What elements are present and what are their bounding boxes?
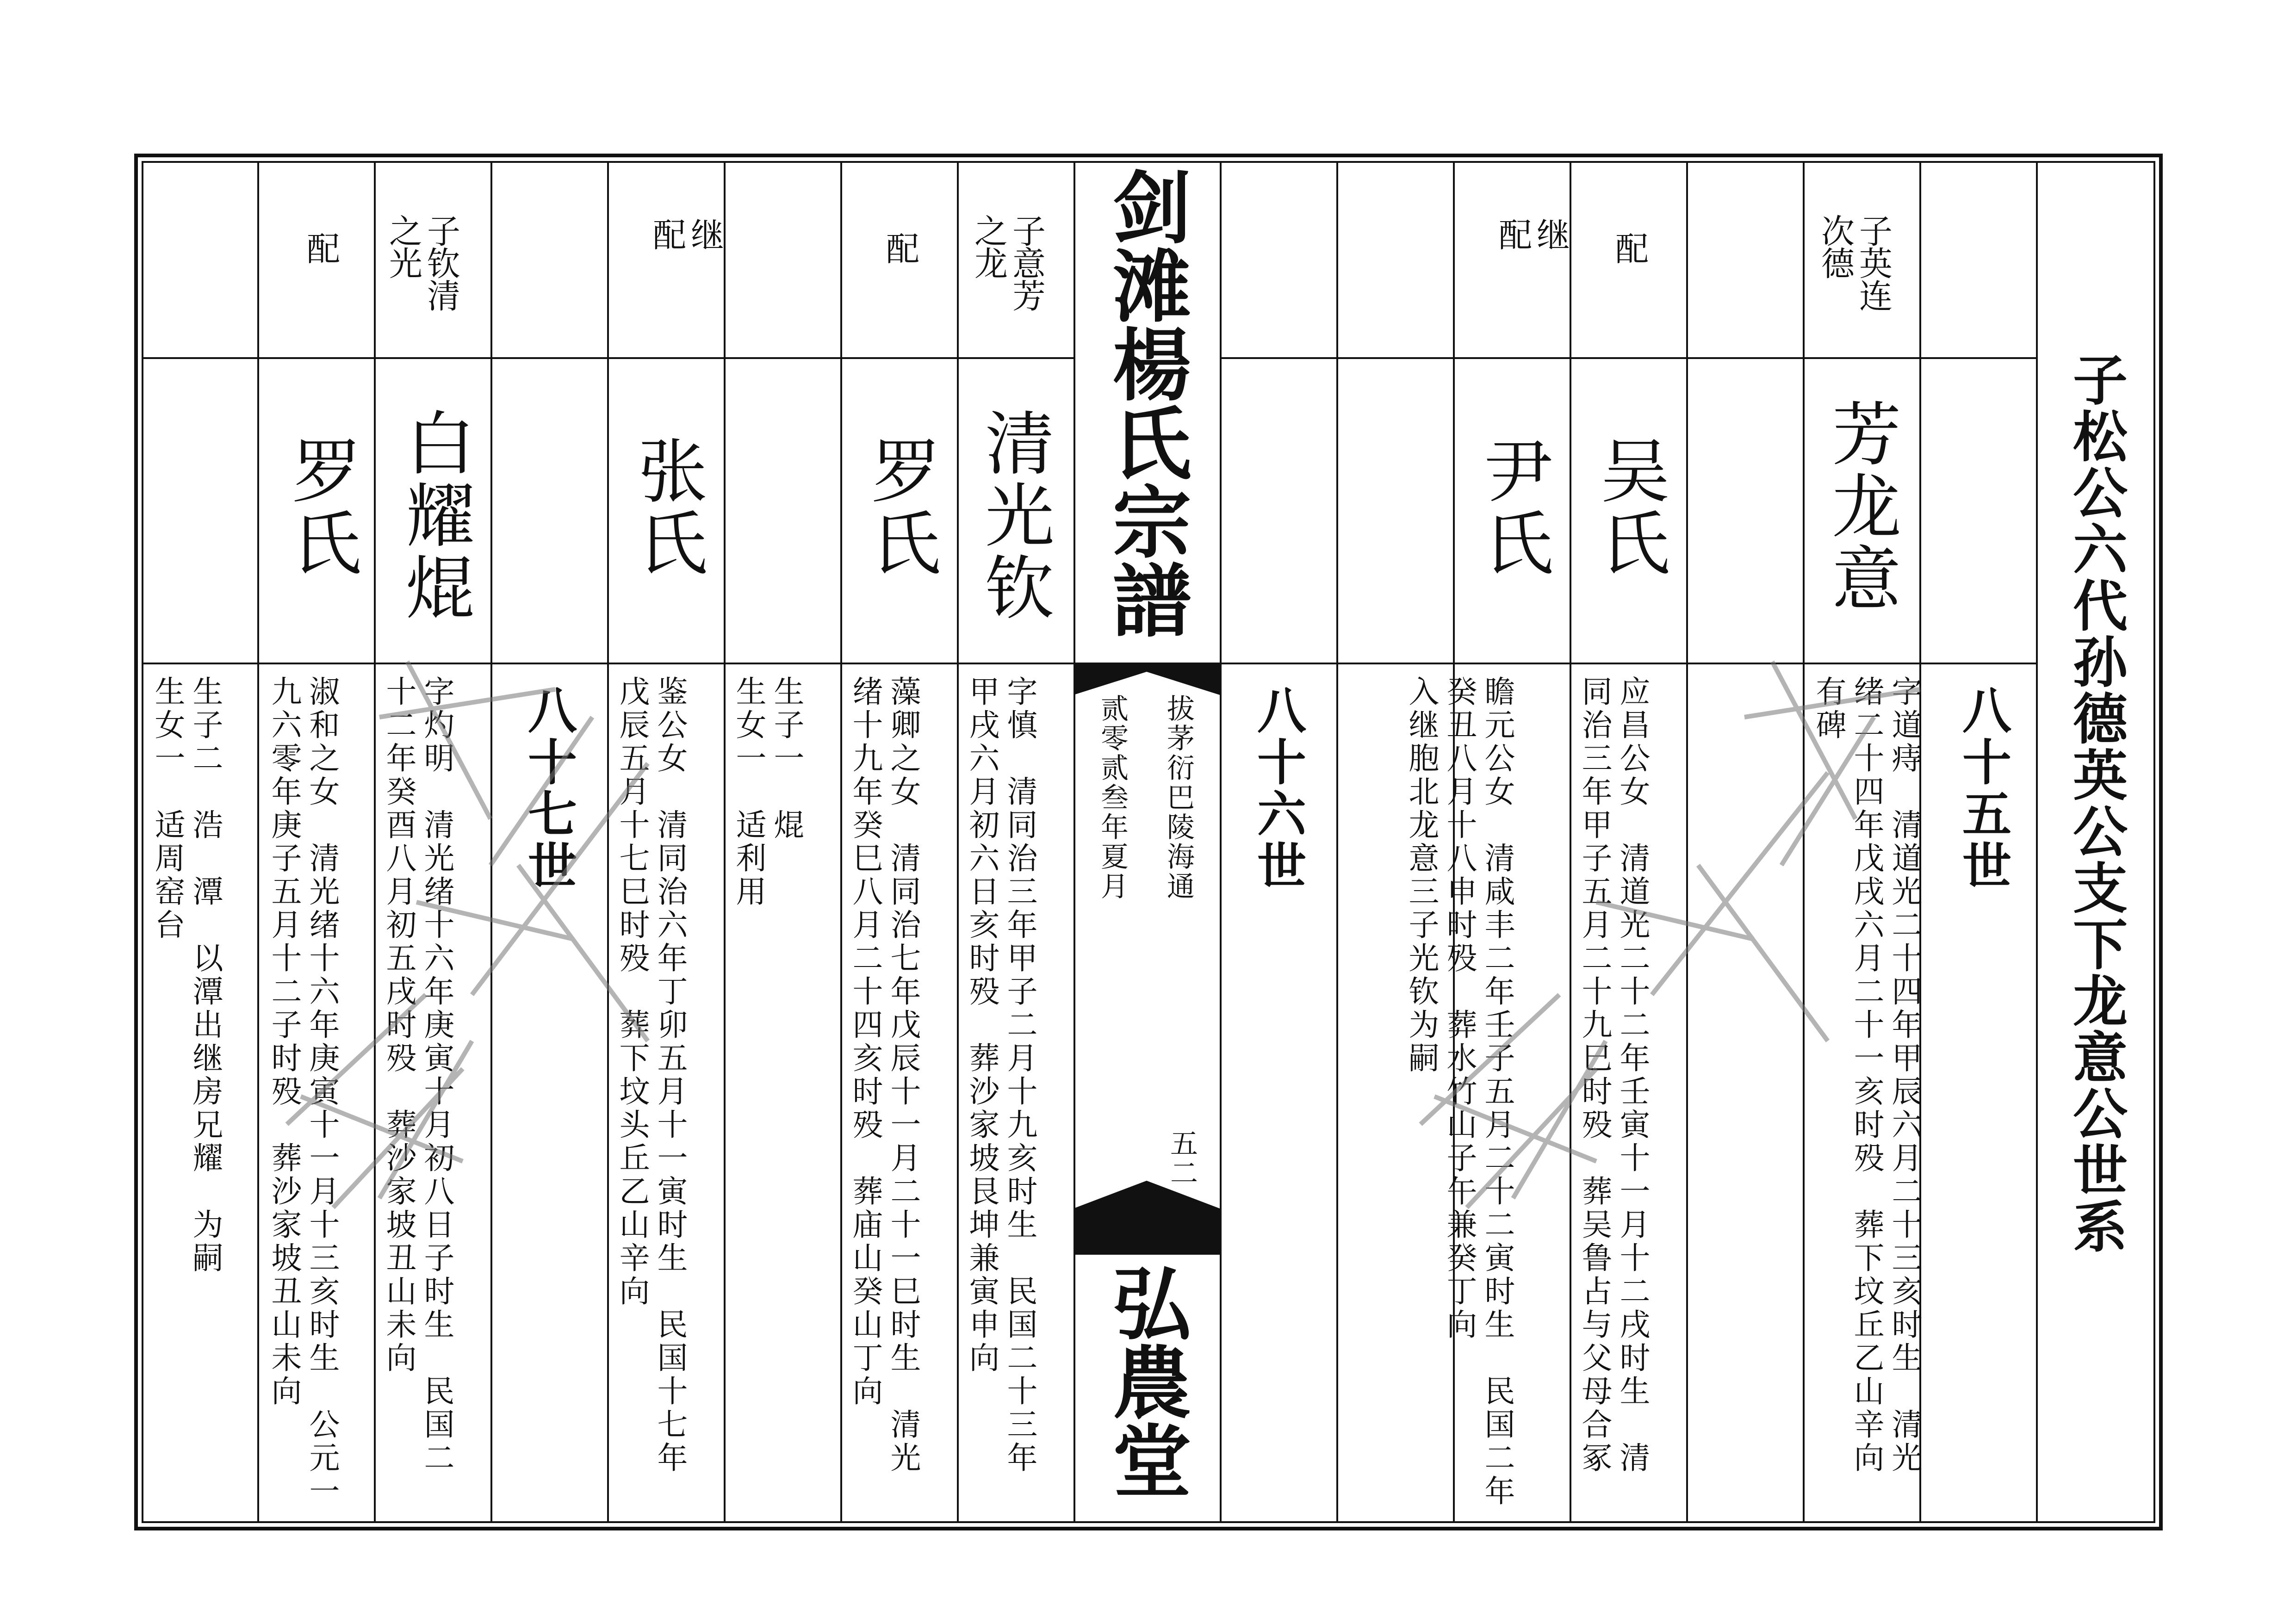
children-note: 生子二 浩 潭 以潭出继房兄耀 为嗣 生女一 适周窑台: [149, 675, 223, 1275]
column-divider: [957, 161, 959, 1523]
row-divider: [1220, 357, 2036, 359]
register-title: 剑滩楊氏宗譜: [1099, 167, 1191, 638]
spine-date: 贰零贰叁年夏月: [1096, 694, 1129, 901]
person-name: 罗氏: [280, 435, 360, 579]
column-divider: [490, 161, 492, 1523]
person-name: 张氏: [626, 435, 707, 579]
hall-name: 弘農堂: [1099, 1263, 1191, 1499]
column-divider: [1803, 161, 1805, 1523]
row-divider: [1220, 663, 2036, 664]
generation-86: 八十六世: [1249, 685, 1307, 892]
person-biography: 字灼明 清光绪十六年庚寅十月初八日子时生 民国二 十二年癸酉八月初五戌时殁 葬沙家坡丑山未向: [381, 675, 454, 1475]
person-name: 罗氏: [859, 435, 940, 579]
row-divider: [142, 663, 1074, 664]
page-number: 五二: [1166, 1129, 1198, 1188]
person-biography: 瞻元公女 清咸丰二年壬子五月二十二寅时生 民国二年 癸丑八月十八申时殁 葬水竹山子午兼癸丁向 入继胞北龙意三子光钦为嗣: [1403, 675, 1515, 1508]
column-divider: [2036, 161, 2038, 1523]
children-note: 生子一 焜 生女一 适利用: [731, 675, 804, 909]
relation-label: 配: [881, 231, 919, 264]
person-name: 吴氏: [1589, 435, 1669, 579]
relation-label: 子钦清 之光: [384, 214, 460, 311]
relation-label: 子意芳 之龙: [969, 214, 1046, 311]
person-name: 白耀焜: [394, 407, 474, 624]
person-name: 清光钦: [973, 407, 1054, 624]
column-divider: [607, 161, 609, 1523]
spine-motto: 拔茅衍巴陵海通: [1162, 694, 1195, 901]
page-title: 子松公六代孙德英公支下龙意公世系: [2064, 352, 2128, 1255]
column-divider: [840, 161, 842, 1523]
column-divider: [724, 161, 726, 1523]
person-biography: 应昌公女 清道光二十二年壬寅十一月十二戌时生 清 同治三年甲子五月二十九巳时殁 葬吴鲁占与父母合冢: [1576, 675, 1650, 1475]
column-divider: [374, 161, 376, 1523]
relation-label: 继 配: [1493, 217, 1570, 250]
generation-87: 八十七世: [520, 685, 578, 892]
person-biography: 字慎 清同治三年甲子二月十九亥时生 民国二十三年 甲戌六月初六日亥时殁 葬沙家坡艮坤兼寅申向: [964, 675, 1037, 1475]
person-biography: 鉴公女 清同治六年丁卯五月十一寅时生 民国十七年 戊辰五月十七巳时殁 葬下坟头丘乙山辛向: [614, 675, 688, 1475]
column-divider: [1336, 161, 1338, 1523]
column-divider: [257, 161, 259, 1523]
column-divider: [1686, 161, 1688, 1523]
generation-85: 八十五世: [1955, 685, 2012, 892]
column-divider: [1570, 161, 1571, 1523]
relation-label: 继 配: [647, 217, 724, 250]
person-biography: 淑和之女 清光绪十六年庚寅十一月十三亥时生 公元一 九六零年庚子五月十二子时殁 葬沙家坡丑山未向: [266, 675, 340, 1508]
person-name: 芳龙意: [1820, 398, 1900, 614]
person-name: 尹氏: [1472, 435, 1552, 579]
relation-label: 子英连 次德: [1816, 214, 1893, 311]
person-biography: 字道痔 清道光二十四年甲辰六月二十三亥时生 清光 绪二十四年戊戌六月二十一亥时殁 葬下坟丘乙山辛向 有碑: [1811, 675, 1922, 1475]
relation-label: 配: [1610, 231, 1649, 264]
relation-label: 配: [301, 231, 340, 264]
person-biography: 藻卿之女 清同治七年戊辰十一月二十一巳时生 清光 绪十九年癸巳八月二十四亥时殁 葬庙山癸山丁向: [847, 675, 921, 1475]
spine-divider: [1220, 161, 1222, 1523]
row-divider: [142, 357, 1074, 359]
